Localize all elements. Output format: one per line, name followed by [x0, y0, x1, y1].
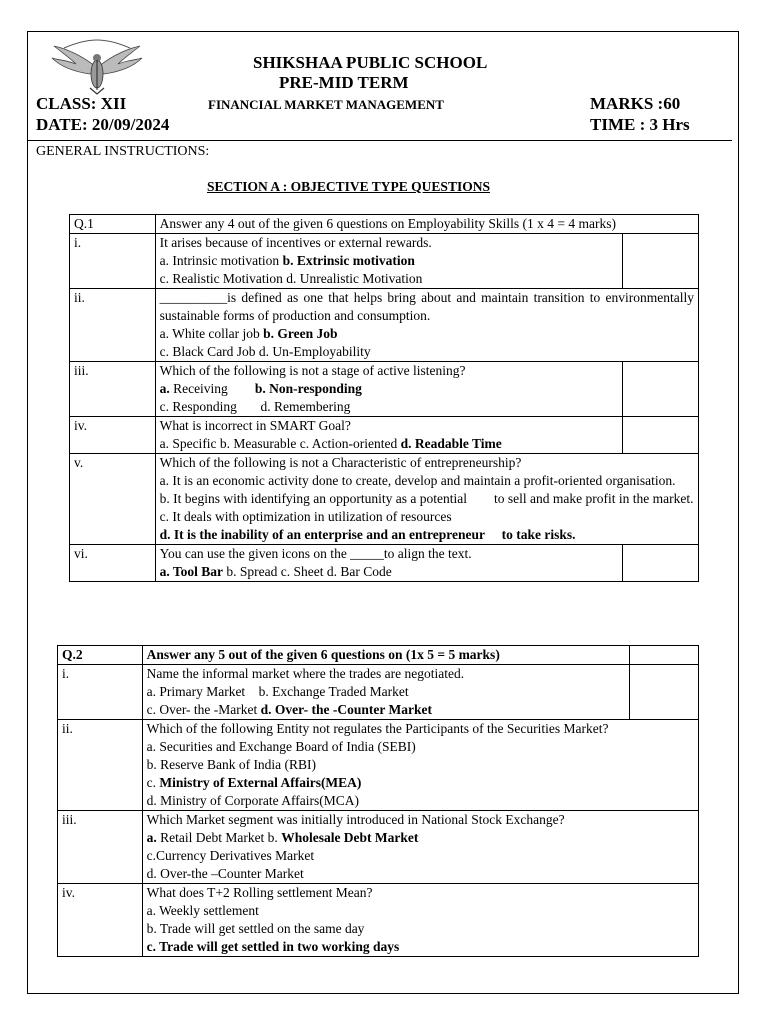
- item-number: i.: [70, 234, 156, 289]
- exam-name: PRE-MID TERM: [279, 73, 409, 92]
- table-row: [58, 720, 699, 811]
- table-row: [70, 234, 699, 289]
- q2-header-row: [58, 646, 699, 665]
- marks-cell: [630, 646, 699, 665]
- option-text: c. Realistic Motivation d. Unrealistic Motivation: [159, 271, 423, 286]
- option-text: Receiving: [169, 381, 228, 396]
- marks-label: MARKS :60: [590, 94, 681, 113]
- option-text: c. It deals with optimization in utilization of resources: [159, 509, 452, 524]
- question-text: It arises because of incentives or external rewards.: [159, 235, 432, 250]
- option-text: c. Over- the -Market: [146, 702, 261, 717]
- marks-cell: [623, 545, 699, 582]
- question-text: What does T+2 Rolling settlement Mean?: [146, 885, 373, 900]
- marks-cell: [623, 234, 699, 289]
- option-text: c.Currency Derivatives Market: [146, 848, 315, 863]
- item-number: i.: [58, 665, 143, 720]
- q2-number: Q.2: [58, 646, 143, 665]
- question-2-table: [57, 645, 699, 957]
- answer-option: Ministry of External Affairs(MEA): [159, 775, 362, 790]
- question-cell: [142, 665, 630, 720]
- question-cell: [155, 289, 698, 362]
- q1-header-row: [70, 215, 699, 234]
- item-number: vi.: [70, 545, 156, 582]
- answer-option: b. Green Job: [263, 326, 338, 341]
- question-cell: [155, 362, 623, 417]
- option-text: a. Weekly settlement: [146, 903, 259, 918]
- question-text: You can use the given icons on the _____to align the text.: [159, 546, 472, 561]
- option-text: a. Specific b. Measurable c. Action-oriented: [159, 436, 401, 451]
- answer-option: d. It is the inability of an enterprise and an entrepreneur to take risks.: [159, 527, 576, 542]
- table-row: [58, 811, 699, 884]
- eagle-emblem-icon: [50, 38, 144, 96]
- option-text: b. Spread c. Sheet d. Bar Code: [222, 564, 392, 579]
- class-label: CLASS: XII: [36, 94, 127, 113]
- answer-option: c. Trade will get settled in two working days: [146, 939, 400, 954]
- option-text: a. White collar job: [159, 326, 264, 341]
- question-text: What is incorrect in SMART Goal?: [159, 418, 351, 433]
- question-cell: [142, 884, 698, 957]
- option-text: a. Primary Market b. Exchange Traded Market: [146, 684, 409, 699]
- table-row: [58, 884, 699, 957]
- answer-option: Wholesale Debt Market: [281, 830, 419, 845]
- option-text: d. Over-the –Counter Market: [146, 866, 304, 881]
- question-1-table: [69, 214, 699, 582]
- subject-title: FINANCIAL MARKET MANAGEMENT: [208, 97, 444, 112]
- table-row: [70, 362, 699, 417]
- marks-cell: [623, 417, 699, 454]
- q1-title: Answer any 4 out of the given 6 questions on Employability Skills (1 x 4 = 4 marks): [155, 215, 698, 234]
- option-text: b. Trade will get settled on the same day: [146, 921, 365, 936]
- table-row: [70, 289, 699, 362]
- option-text: b. Reserve Bank of India (RBI): [146, 757, 317, 772]
- item-number: ii.: [70, 289, 156, 362]
- question-cell: [155, 234, 623, 289]
- question-text: Which of the following is not a stage of active listening?: [159, 363, 466, 378]
- answer-option: a.: [159, 381, 170, 396]
- section-a-heading: SECTION A : OBJECTIVE TYPE QUESTIONS: [207, 179, 490, 194]
- question-cell: [142, 811, 698, 884]
- marks-cell: [623, 362, 699, 417]
- general-instructions: GENERAL INSTRUCTIONS:: [36, 144, 210, 159]
- time-label: TIME : 3 Hrs: [590, 115, 690, 134]
- option-text: b. It begins with identifying an opportunity as a potential to sell and make profit in the market.: [159, 491, 694, 506]
- question-cell: [155, 454, 698, 545]
- item-number: iv.: [70, 417, 156, 454]
- question-text: __________is defined as one that helps bring about and maintain transition to environmentally sustainable forms of production and consumption.: [159, 290, 694, 323]
- option-text: c. Black Card Job d. Un-Employability: [159, 344, 371, 359]
- marks-cell: [630, 665, 699, 720]
- question-text: Name the informal market where the trades are negotiated.: [146, 666, 465, 681]
- option-text: Retail Debt Market b.: [156, 830, 282, 845]
- question-text: Which of the following is not a Characteristic of entrepreneurship?: [159, 455, 522, 470]
- item-number: iii.: [58, 811, 143, 884]
- q1-number: Q.1: [70, 215, 156, 234]
- table-row: [70, 454, 699, 545]
- school-name: SHIKSHAA PUBLIC SCHOOL: [253, 53, 488, 72]
- option-text: a. Intrinsic motivation: [159, 253, 283, 268]
- item-number: ii.: [58, 720, 143, 811]
- answer-option: b. Extrinsic motivation: [282, 253, 415, 268]
- table-row: [58, 665, 699, 720]
- q2-title: Answer any 5 out of the given 6 questions on (1x 5 = 5 marks): [142, 646, 630, 665]
- question-cell: [155, 545, 623, 582]
- date-label: DATE: 20/09/2024: [36, 115, 170, 134]
- answer-option: d. Readable Time: [400, 436, 502, 451]
- question-cell: [155, 417, 623, 454]
- answer-option: a. Tool Bar: [159, 564, 223, 579]
- item-number: iii.: [70, 362, 156, 417]
- answer-option: a.: [146, 830, 157, 845]
- table-row: [70, 545, 699, 582]
- option-text: c.: [146, 775, 160, 790]
- answer-option: d. Over- the -Counter Market: [260, 702, 432, 717]
- option-text: a. It is an economic activity done to create, develop and maintain a profit-oriented organisation.: [159, 473, 676, 488]
- option-text: d. Ministry of Corporate Affairs(MCA): [146, 793, 359, 808]
- question-text: Which of the following Entity not regulates the Participants of the Securities Market?: [146, 721, 609, 736]
- answer-option: b. Non-responding: [254, 381, 362, 396]
- option-text: a. Securities and Exchange Board of India (SEBI): [146, 739, 416, 754]
- option-text: c. Responding d. Remembering: [159, 399, 351, 414]
- item-number: v.: [70, 454, 156, 545]
- item-number: iv.: [58, 884, 143, 957]
- table-row: [70, 417, 699, 454]
- question-text: Which Market segment was initially introduced in National Stock Exchange?: [146, 812, 565, 827]
- question-cell: [142, 720, 698, 811]
- header-divider: [28, 140, 732, 141]
